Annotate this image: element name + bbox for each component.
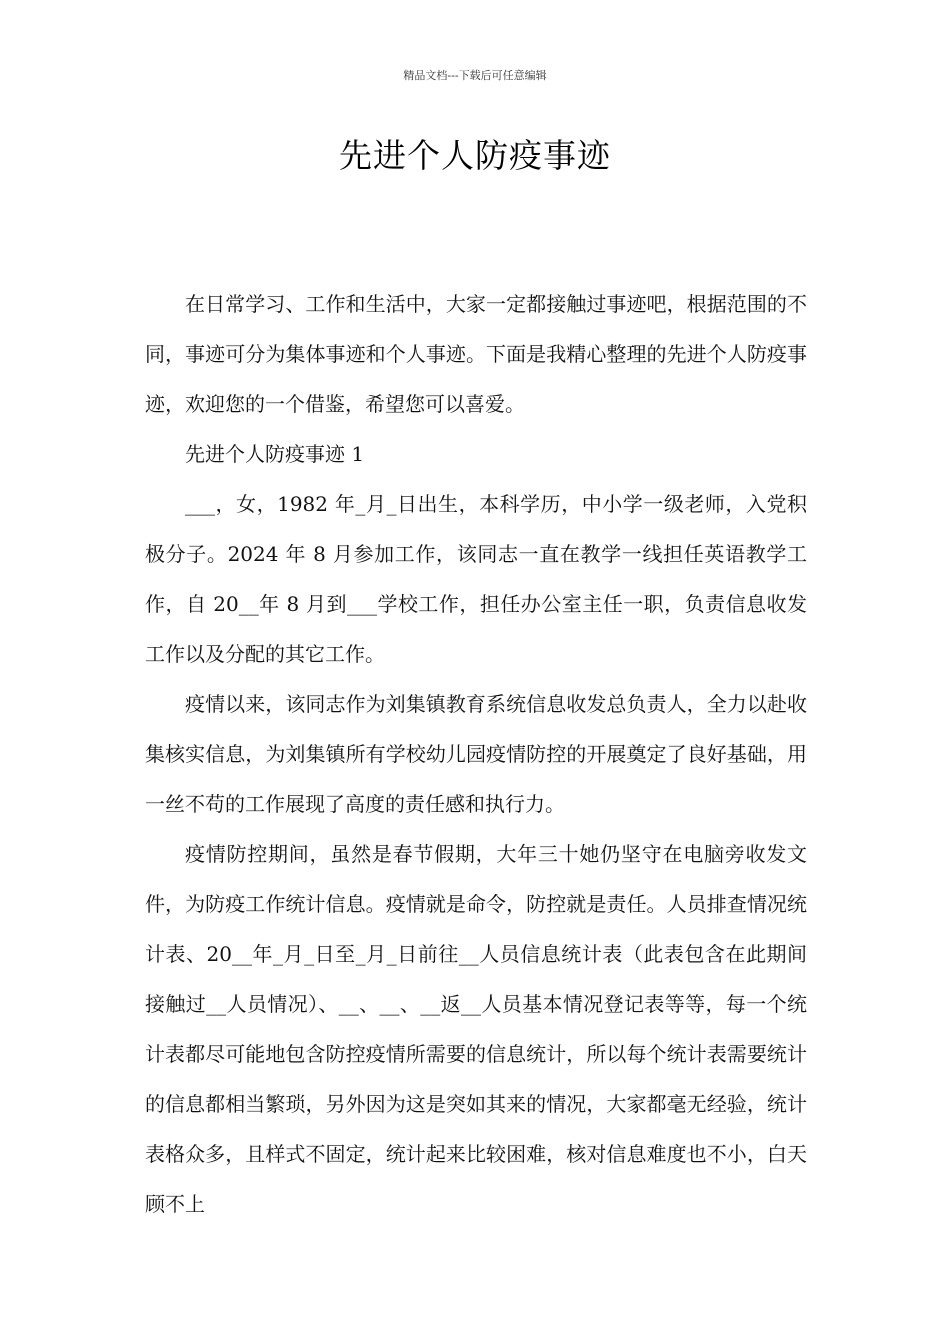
header-note: 精品文档---下载后可任意编辑 <box>403 69 547 82</box>
body-paragraph: 疫情以来，该同志作为刘集镇教育系统信息收发总负责人，全力以赴收集核实信息，为刘集镇所有学校幼儿园疫情防控的开展奠定了良好基础，用一丝不苟的工作展现了高度的责任感和执行力。 <box>145 692 807 816</box>
section-heading: 先进个人防疫事迹 1 <box>185 442 365 466</box>
document-body <box>145 279 807 1229</box>
document-title: 先进个人防疫事迹 <box>339 136 611 175</box>
body-paragraph: 疫情防控期间，虽然是春节假期，大年三十她仍坚守在电脑旁收发文件，为防疫工作统计信息。疫情就是命令，防控就是责任。人员排查情况统计表、20__年_月_日至_月_日前往__人员信息统计表（此表包含在此期间接触过__人员情况）、__、__、__返__人员基本情况登记表等等，每一个统计表都尽可能地包含防控疫情所需要的信息统计，所以每个统计表需要统计的信息都相当繁琐，另外因为这是突如其来的情况，大家都毫无经验，统计表格众多，且样式不固定，统计起来比较困难，核对信息难度也不小，白天顾不上 <box>145 842 807 1216</box>
body-paragraph: ___，女，1982 年_月_日出生，本科学历，中小学一级老师，入党积极分子。2024 年 8 月参加工作，该同志一直在教学一线担任英语教学工作，自 20__年 8 月到___学校工作，担任办公室主任一职，负责信息收发工作以及分配的其它工作。 <box>145 492 807 666</box>
intro-paragraph: 在日常学习、工作和生活中，大家一定都接触过事迹吧，根据范围的不同，事迹可分为集体事迹和个人事迹。下面是我精心整理的先进个人防疫事迹，欢迎您的一个借鉴，希望您可以喜爱。 <box>145 292 807 416</box>
